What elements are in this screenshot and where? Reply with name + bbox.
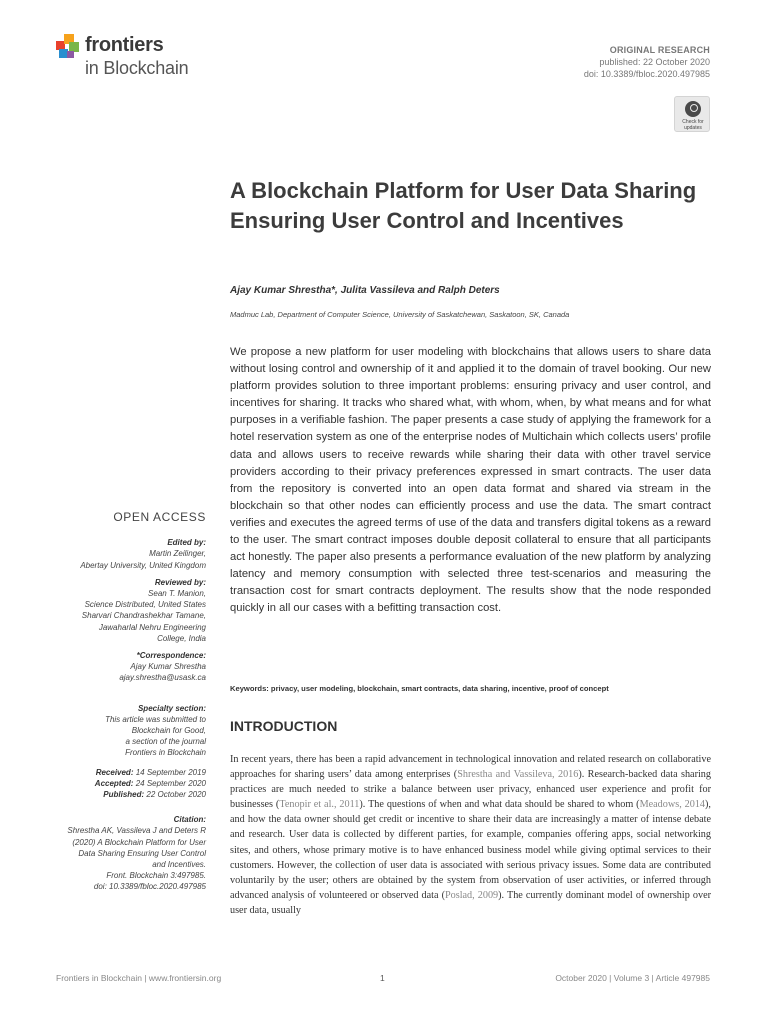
citation-link[interactable]: Poslad, 2009	[444, 889, 499, 901]
citation-text: Data Sharing Ensuring User Control	[78, 848, 206, 858]
check-for-updates-button[interactable]	[674, 96, 710, 132]
frontiers-logo-icon	[56, 34, 80, 60]
accepted-label: Accepted:	[94, 778, 134, 788]
article-doi[interactable]: doi: 10.3389/fbloc.2020.497985	[583, 69, 710, 79]
open-access-label: OPEN ACCESS	[113, 510, 206, 524]
received-value: 14 September 2019	[135, 767, 206, 777]
received-date	[36, 767, 206, 778]
logo-subtext: in Blockchain	[85, 58, 189, 78]
intro-text-segment: ). Research-backed data sharing practices are much needed to strike a balance between user privacy, enhanced user experience and profit for businesses (	[230, 769, 711, 811]
correspondence-email[interactable]: ajay.shrestha@usask.ca	[119, 673, 206, 683]
published-label: Published:	[103, 790, 145, 800]
published-date-sidebar	[36, 789, 206, 800]
received-label: Received:	[95, 767, 134, 777]
specialty-section-label: Specialty section:	[137, 703, 206, 713]
keywords: Keywords: privacy, user modeling, blockchain, smart contracts, data sharing, incentive, proof of concept	[230, 684, 609, 693]
article-info-sidebar	[36, 512, 206, 893]
citation-text: and Incentives.	[152, 860, 206, 870]
check-updates-label: Check for updates	[682, 119, 704, 131]
intro-text-segment: ), and how the data owner should get credit or incentive to share their data are increasingly a matter of intense debate and research. User data is collected by different parties, for example, companies offering apps, social networking sites, and others, whose primary motive is to have enhanced business model while giving optimal services to their customers. However, the collection of user data is associated with serious privacy issues. Some data are contributed voluntarily by the user; others are obtained by the system from observation of user activities, or inferred through advanced analysis of volunteered or observed data (	[230, 799, 711, 901]
citation-text: Front. Blockchain 3:497985.	[106, 871, 206, 881]
footer-journal-link[interactable]: Frontiers in Blockchain | www.frontiersin.org	[56, 973, 222, 983]
citation-label: Citation:	[173, 815, 206, 825]
edited-by-label: Edited by:	[167, 538, 206, 548]
editor-name[interactable]: Martin Zeilinger,	[149, 549, 206, 559]
logo-text: frontiers	[85, 34, 164, 56]
citation-text: Shrestha AK, Vassileva J and Deters R	[67, 826, 206, 836]
published-date: published: 22 October 2020	[599, 57, 710, 67]
reviewer-name[interactable]: Sean T. Manion,	[148, 589, 206, 599]
reviewer-affiliation: Jawaharlal Nehru Engineering	[98, 622, 206, 632]
correspondence-label: *Correspondence:	[136, 651, 206, 661]
reviewer-name[interactable]: Sharvari Chandrashekhar Tamane,	[81, 611, 206, 621]
introduction-text	[230, 752, 711, 918]
accepted-date	[36, 778, 206, 789]
author-affiliation: Madmuc Lab, Department of Computer Science, University of Saskatchewan, Saskatoon, SK, Canada	[230, 310, 570, 319]
reviewer-affiliation: Science Distributed, United States	[84, 600, 206, 610]
footer-issue-info: October 2020 | Volume 3 | Article 497985	[555, 973, 710, 983]
check-updates-icon	[685, 101, 701, 117]
specialty-text: This article was submitted to	[105, 714, 206, 724]
correspondence-name: Ajay Kumar Shrestha	[130, 662, 206, 672]
section-heading-introduction: INTRODUCTION	[230, 718, 338, 734]
published-value: 22 October 2020	[146, 790, 206, 800]
article-meta	[584, 44, 710, 80]
intro-text-segment: In recent years, there has been a rapid advancement in technological innovation and related research on collaborative approaches for sharing users’ data among enterprises (	[230, 754, 711, 781]
article-authors[interactable]: Ajay Kumar Shrestha*, Julita Vassileva and Ralph Deters	[230, 285, 500, 296]
citation-link[interactable]: Meadows, 2014	[639, 799, 706, 811]
abstract: We propose a new platform for user modeling with blockchains that allows users to share data without losing control and ownership of it and applied it to the domain of travel booking. Our new platform provides solution to three important problems: ensuring privacy and user control, and incentives for sharing. It tracks who shared what, with whom, when, by what means and for what purposes in a verifiable fashion. The paper presents a case study of applying the framework for a hotel reservation system as one of the enterprise nodes of Multichain which collects users’ profile data and allows users to receive rewards while sharing their data with other travel service providers according to their privacy preferences expressed in smart contracts. The user data from the repository is converted into an open data format and shared via stream in the blockchain so that other nodes can efficiently process and use the data. The smart contract verifies and executes the agreed terms of use of the data and transfers digital tokens as a reward to the user. The smart contract imposes double deposit collateral to ensure that all participants act honestly. The paper also presents a performance evaluation of the new platform by analyzing latency and memory consumption with selected three test-scenarios and measuring the transaction cost for smart contracts deployment. The results show that the node responded quickly in all our cases with a befitting transaction cost.	[230, 346, 711, 615]
accepted-value: 24 September 2020	[135, 778, 206, 788]
citation-link[interactable]: Tenopir et al., 2011	[279, 799, 360, 811]
page-number: 1	[380, 973, 385, 983]
citation-text: (2020) A Blockchain Platform for User	[72, 837, 206, 847]
specialty-text: a section of the journal	[125, 737, 206, 747]
intro-text-segment: ). The currently dominant model of ownership over user data, usually	[230, 889, 711, 916]
specialty-text: Frontiers in Blockchain	[125, 748, 206, 758]
reviewed-by-label: Reviewed by:	[154, 577, 206, 587]
journal-logo[interactable]	[56, 32, 226, 82]
specialty-text: Blockchain for Good,	[131, 726, 206, 736]
intro-text-segment: ). The questions of when and what data should be shared to whom (	[359, 799, 640, 811]
article-type: ORIGINAL RESEARCH	[609, 45, 710, 55]
reviewer-affiliation: College, India	[157, 633, 206, 643]
citation-link[interactable]: Shrestha and Vassileva, 2016	[457, 769, 579, 781]
editor-affiliation: Abertay University, United Kingdom	[80, 560, 206, 570]
citation-doi[interactable]: doi: 10.3389/fbloc.2020.497985	[93, 882, 206, 892]
article-title: A Blockchain Platform for User Data Sharing Ensuring User Control and Incentives	[230, 178, 697, 233]
